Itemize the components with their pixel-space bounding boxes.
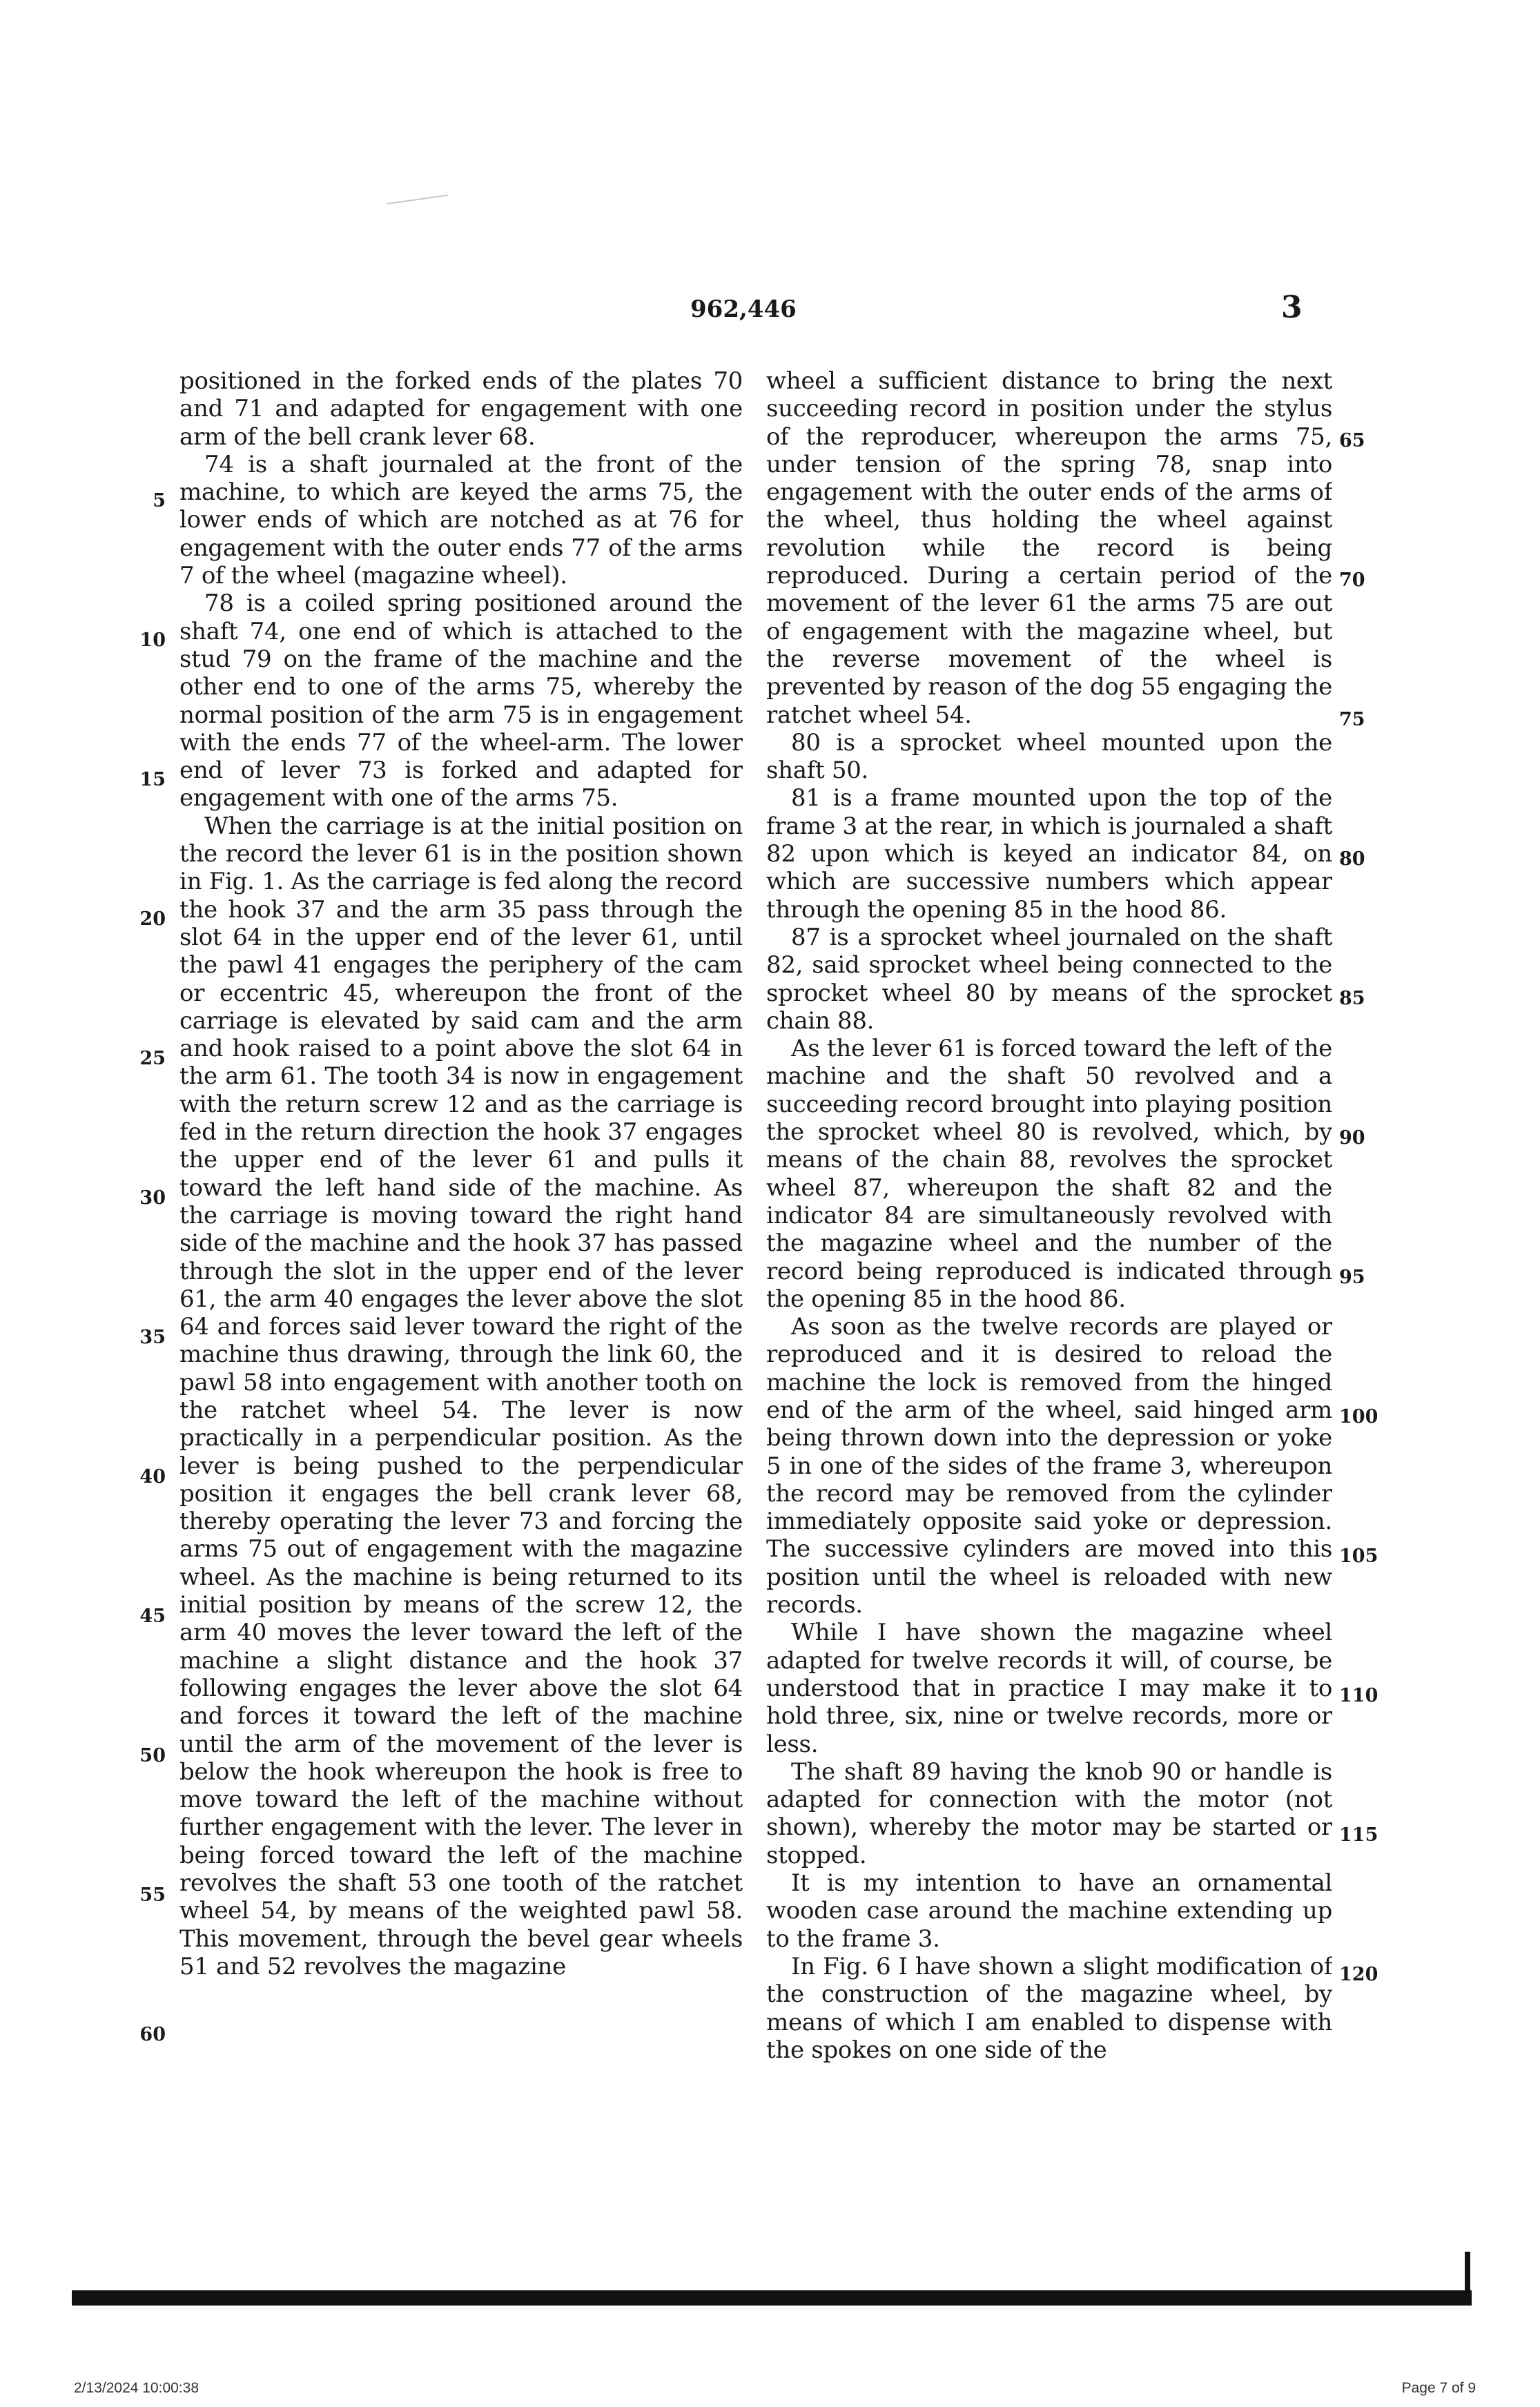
line-number: 85 — [1339, 988, 1365, 1009]
line-number: 55 — [139, 1884, 166, 1906]
paragraph: The shaft 89 having the knob 90 or handle is adapted for connection with the motor (not shown), whereby the motor may be started or stopped. — [766, 1757, 1332, 1869]
line-number: 15 — [139, 769, 166, 790]
line-number: 25 — [139, 1048, 166, 1069]
line-number: 70 — [1339, 569, 1365, 591]
paragraph: 74 is a shaft journaled at the front of the machine, to which are keyed the arms 75, the lower ends of which are notched as at 76 for engagement with the outer ends 77 of the arms 7 of the wheel (magazine wheel). — [179, 450, 743, 590]
left-text-column — [179, 367, 743, 2093]
line-number: 100 — [1339, 1406, 1378, 1427]
line-number: 80 — [1339, 848, 1365, 870]
paragraph: It is my intention to have an ornamental wooden case around the machine extending up to the frame 3. — [766, 1869, 1332, 1953]
line-number: 95 — [1339, 1267, 1365, 1288]
paragraph: positioned in the forked ends of the plates 70 and 71 and adapted for engagement with one arm of the bell crank lever 68. — [179, 367, 743, 451]
paragraph: When the carriage is at the initial position on the record the lever 61 is in the position shown in Fig. 1. As the carriage is fed along the record the hook 37 and the arm 35 pass through the slot 64 in the upper end of the lever 61, until the pawl 41 engages the periphery of the cam or eccentric 45, whereupon the front of the carriage is elevated by said cam and the arm and hook raised to a point above the slot 64 in the arm 61. The tooth 34 is now in engagement with the return screw 12 and as the carriage is fed in the return direction the hook 37 engages the upper end of the lever 61 and pulls it toward the left hand side of the machine. As the carriage is moving toward the right hand side of the machine and the hook 37 has passed through the slot in the upper end of the lever 61, the arm 40 engages the lever above the slot 64 and forces said lever toward the right of the machine thus drawing, through the link 60, the pawl 58 into engagement with another tooth on the ratchet wheel 54. The lever is now practically in a perpendicular position. As the lever is being pushed to the perpendicular position it engages the bell crank lever 68, thereby operating the lever 73 and forcing the arms 75 out of engagement with the magazine wheel. As the machine is being returned to its initial position by means of the screw 12, the arm 40 moves the lever toward the left of the machine a slight distance and the hook 37 following engages the lever above the slot 64 and forces it toward the left of the machine until the arm of the movement of the lever is below the hook whereupon the hook is free to move toward the left of the machine without further engagement with the lever. The lever in being forced toward the left of the machine revolves the shaft 53 one tooth of the ratchet wheel 54, by means of the weighted pawl 58. This movement, through the bevel gear wheels 51 and 52 revolves the magazine — [179, 812, 743, 1980]
paragraph: As the lever 61 is forced toward the left of the machine and the shaft 50 revolved and a succeeding record brought into playing position the sprocket wheel 80 is revolved, which, by means of the chain 88, revolves the sprocket wheel 87, whereupon the shaft 82 and the indicator 84 are simultaneously revolved with the magazine wheel and the number of the record being reproduced is indicated through the opening 85 in the hood 86. — [766, 1035, 1332, 1313]
line-number: 110 — [1339, 1685, 1378, 1706]
print-timestamp: 2/13/2024 10:00:38 — [74, 2380, 199, 2396]
paragraph: As soon as the twelve records are played or reproduced and it is desired to reload the machine the lock is removed from the hinged end of the arm of the wheel, said hinged arm being thrown down into the depression or yoke 5 in one of the sides of the frame 3, whereupon the record may be removed from the cylinder immediately opposite said yoke or depression. The successive cylinders are moved into this position until the wheel is reloaded with new records. — [766, 1313, 1332, 1619]
line-number: 90 — [1339, 1127, 1365, 1149]
line-number: 10 — [139, 630, 166, 651]
line-number: 20 — [139, 908, 166, 930]
scan-mark — [387, 195, 448, 205]
paragraph: wheel a sufficient distance to bring the next succeeding record in position under the stylus of the reproducer, whereupon the arms 75, under tension of the spring 78, snap into engagement with the outer ends of the arms of the wheel, thus holding the wheel against revolution while the record is being reproduced. During a certain period of the movement of the lever 61 the arms 75 are out of engagement with the magazine wheel, but the reverse movement of the wheel is prevented by reason of the dog 55 engaging the ratchet wheel 54. — [766, 367, 1332, 729]
line-number: 50 — [139, 1745, 166, 1766]
sheet-number: 3 — [1281, 290, 1303, 325]
patent-number: 962,446 — [690, 295, 797, 323]
paragraph: 78 is a coiled spring positioned around the shaft 74, one end of which is attached to the stud 79 on the frame of the machine and the other end to one of the arms 75, whereby the normal position of the arm 75 is in engagement with the ends 77 of the wheel-arm. The lower end of lever 73 is forked and adapted for engagement with one of the arms 75. — [179, 589, 743, 812]
right-text-column — [766, 367, 1332, 2093]
line-number: 5 — [153, 490, 166, 511]
line-number: 30 — [139, 1187, 166, 1209]
line-number: 115 — [1339, 1824, 1378, 1846]
scan-border-bar — [72, 2290, 1472, 2306]
line-number: 105 — [1339, 1546, 1378, 1567]
page-indicator: Page 7 of 9 — [1401, 2380, 1476, 2396]
scan-border-tick — [1465, 2252, 1470, 2293]
line-number: 120 — [1339, 1964, 1378, 1985]
paragraph: In Fig. 6 I have shown a slight modification of the construction of the magazine wheel, by means of which I am enabled to dispense with the spokes on one side of the — [766, 1952, 1332, 2064]
line-number: 75 — [1339, 709, 1365, 730]
paragraph: 87 is a sprocket wheel journaled on the shaft 82, said sprocket wheel being connected to the sprocket wheel 80 by means of the sprocket chain 88. — [766, 923, 1332, 1035]
paragraph: 80 is a sprocket wheel mounted upon the shaft 50. — [766, 728, 1332, 785]
line-number: 60 — [139, 2024, 166, 2045]
line-number: 35 — [139, 1327, 166, 1348]
line-number: 40 — [139, 1466, 166, 1488]
paragraph: 81 is a frame mounted upon the top of the frame 3 at the rear, in which is journaled a shaft 82 upon which is keyed an indicator 84, on which are successive numbers which appear through the opening 85 in the hood 86. — [766, 784, 1332, 924]
paragraph: While I have shown the magazine wheel adapted for twelve records it will, of course, be understood that in practice I may make it to hold three, six, nine or twelve records, more or less. — [766, 1619, 1332, 1758]
line-number: 45 — [139, 1606, 166, 1627]
line-number: 65 — [1339, 430, 1365, 451]
